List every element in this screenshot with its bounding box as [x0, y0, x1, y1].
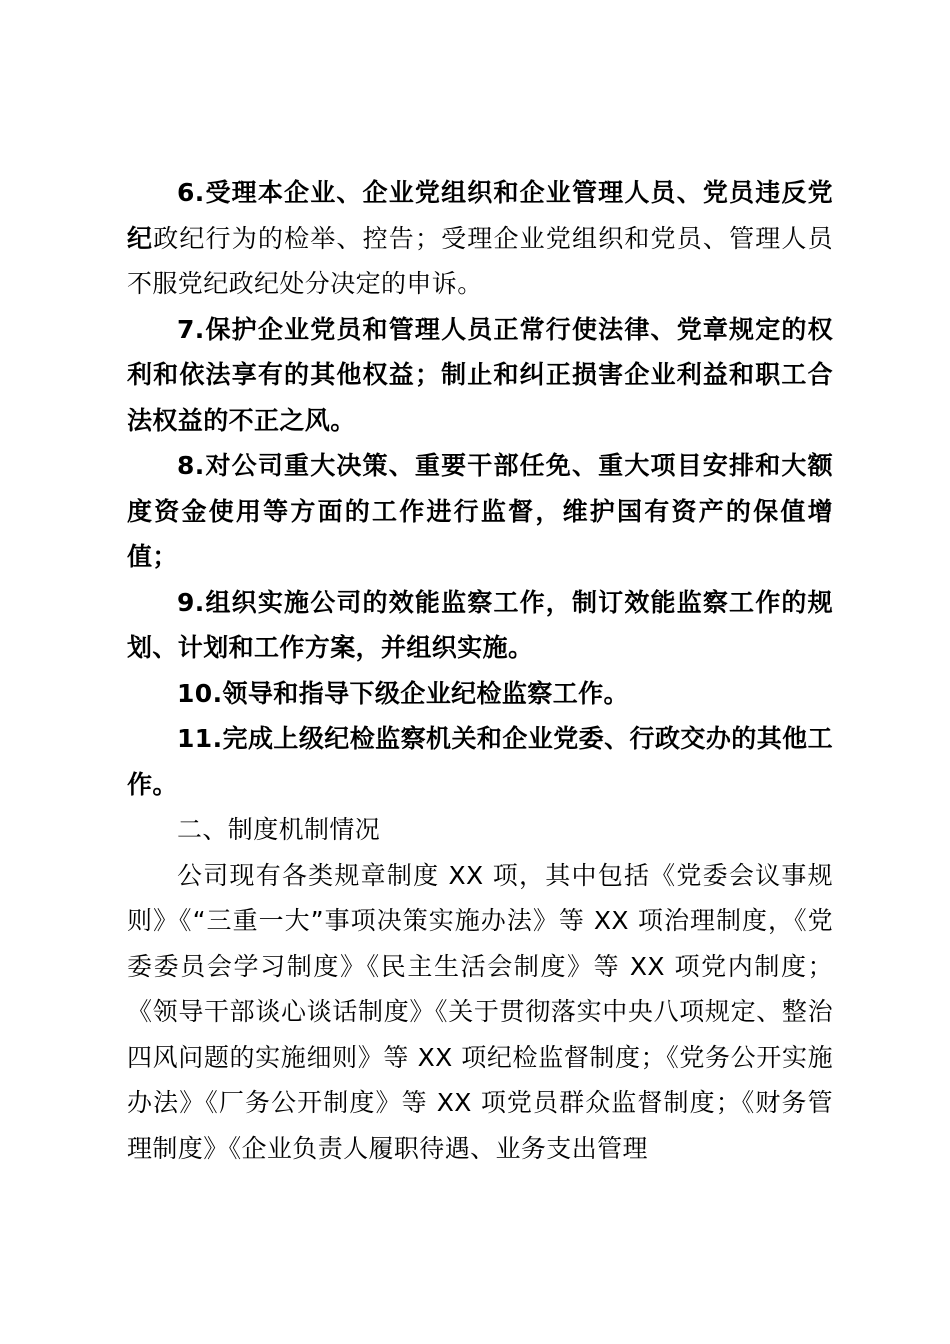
list-item-9 — [127, 580, 833, 671]
list-item-6 — [127, 170, 833, 307]
item-number: 7. — [177, 314, 205, 344]
body-paragraph: 公司现有各类规章制度 XX 项，其中包括《党委会议事规则》《“三重一大”事项决策实施办法》等 XX 项治理制度，《党委委员会学习制度》《民主生活会制度》等 XX 项党内制度；《领导干部谈心谈话制度》《关于贯彻落实中央八项规定、整治四风问题的实施细则》等 XX 项纪检监督制度；《党务公开实施办法》《厂务公开制度》等 XX 项党员群众监督制度；《财务管理制度》《企业负责人履职待遇、业务支出管理 — [127, 860, 833, 1163]
item-bold-text: 领导和指导下级企业纪检监察工作。 — [222, 678, 629, 708]
item-bold-text: 保护企业党员和管理人员正常行使法律、党章规定的权利和依法享有的其他权益；制止和纠正损害企业利益和职工合法权益的不正之风。 — [127, 314, 833, 435]
item-number: 6. — [177, 178, 205, 207]
item-number: 9. — [177, 587, 205, 617]
section-heading: 二、制度机制情况 — [177, 815, 381, 844]
item-bold-text: 完成上级纪检监察机关和企业党委、行政交办的其他工作。 — [127, 724, 833, 799]
item-number: 8. — [177, 451, 205, 480]
document-page — [127, 170, 833, 1171]
list-item-8 — [127, 443, 833, 580]
list-item-11 — [127, 716, 833, 807]
item-bold-text: 组织实施公司的效能监察工作，制订效能监察工作的规划、计划和工作方案，并组织实施。 — [127, 587, 833, 662]
item-number: 10. — [177, 678, 223, 708]
item-regular-text: 政纪行为的检举、控告；受理企业党组织和党员、管理人员不服党纪政纪处分决定的申诉。 — [127, 223, 834, 298]
item-bold-text: 受理本企业、企业党组织和企业管理人员、党员违反党纪 — [127, 178, 833, 253]
list-item-7 — [127, 307, 833, 444]
list-item-10 — [127, 671, 833, 717]
item-bold-text: 对公司重大决策、重要干部任免、重大项目安排和大额度资金使用等方面的工作进行监督，维护国有资产的保值增值； — [127, 451, 833, 571]
item-number: 11. — [177, 724, 223, 753]
